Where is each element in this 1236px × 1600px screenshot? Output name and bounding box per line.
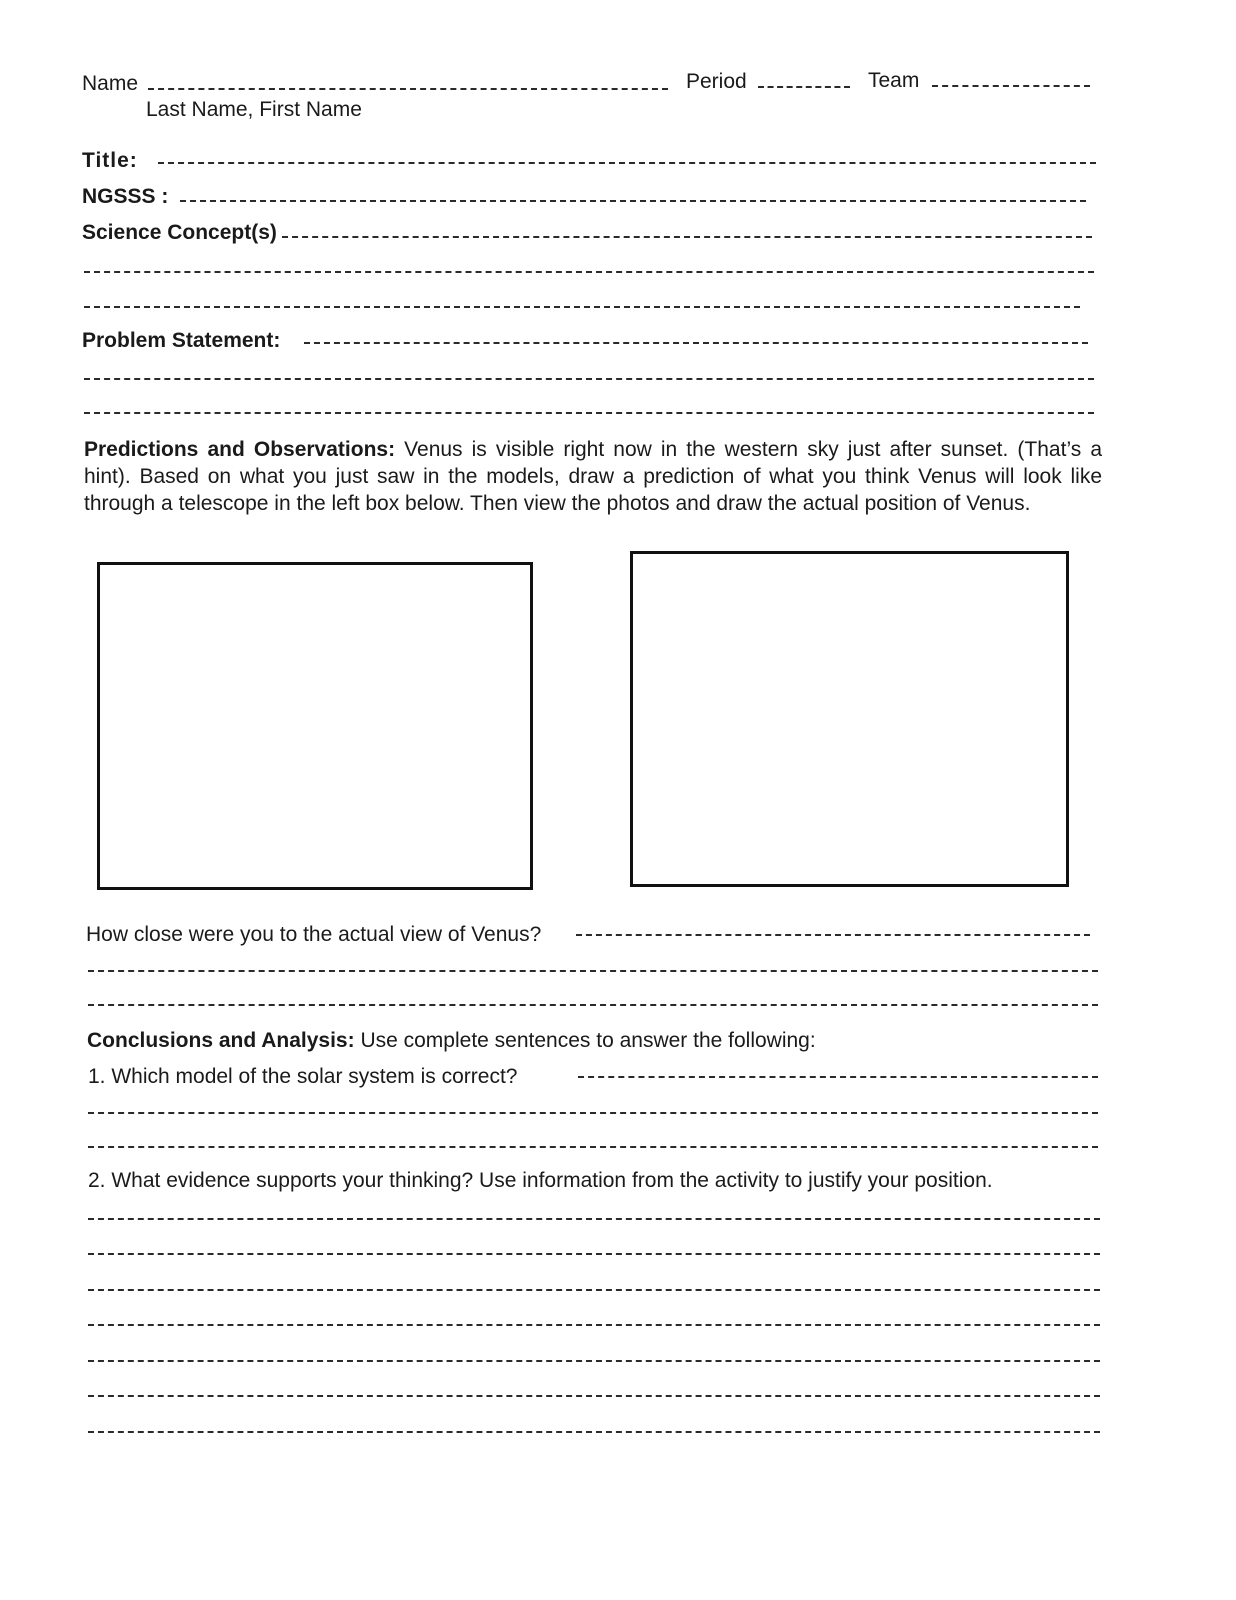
q1-answer-line-2[interactable]	[88, 1112, 1098, 1114]
q2-answer-line-7[interactable]	[88, 1431, 1100, 1433]
concepts-answer-line-3[interactable]	[84, 306, 1080, 308]
q2-answer-line-5[interactable]	[88, 1360, 1100, 1362]
problem-answer-line-2[interactable]	[84, 378, 1094, 380]
q2-answer-line-3[interactable]	[88, 1289, 1100, 1291]
name-answer-line[interactable]	[148, 88, 668, 90]
q2-answer-line-2[interactable]	[88, 1253, 1100, 1255]
title-label: Title:	[82, 149, 138, 172]
comparison-question: How close were you to the actual view of Venus?	[86, 923, 542, 946]
concepts-answer-line-2[interactable]	[84, 271, 1094, 273]
observation-drawing-box[interactable]	[630, 551, 1069, 887]
q2-answer-line-4[interactable]	[88, 1324, 1100, 1326]
predictions-heading: Predictions and Observations:	[84, 438, 396, 461]
period-answer-line[interactable]	[758, 86, 850, 88]
conclusions-intro: Use complete sentences to answer the following:	[360, 1029, 816, 1052]
name-sub-label: Last Name, First Name	[146, 98, 362, 121]
prediction-drawing-box[interactable]	[97, 562, 533, 890]
problem-answer-line-1[interactable]	[304, 342, 1088, 344]
name-label: Name	[82, 72, 139, 95]
team-answer-line[interactable]	[932, 85, 1090, 87]
question-1: 1. Which model of the solar system is correct?	[88, 1065, 518, 1088]
concepts-label: Science Concept(s)	[82, 221, 277, 244]
title-answer-line[interactable]	[158, 162, 1096, 164]
ngsss-label: NGSSS :	[82, 185, 169, 208]
predictions-paragraph	[84, 436, 1102, 517]
comparison-answer-line-2[interactable]	[88, 970, 1098, 972]
conclusions-heading: Conclusions and Analysis:	[87, 1029, 355, 1052]
team-label: Team	[868, 69, 920, 92]
predictions-text: Venus is visible right now in the western sky just after sunset. (That’s a hint). Based on what you just saw in the models, draw a prediction of what you think Venus will look like through a telescope in the left box below. Then view the photos and draw the actual position of Venus.	[84, 438, 1102, 515]
q2-answer-line-1[interactable]	[88, 1218, 1100, 1220]
conclusions-line	[87, 1030, 816, 1051]
concepts-answer-line-1[interactable]	[282, 236, 1092, 238]
question-2: 2. What evidence supports your thinking? Use information from the activity to justify your position.	[88, 1169, 993, 1192]
q1-answer-line-3[interactable]	[88, 1146, 1098, 1148]
q1-answer-line-1[interactable]	[578, 1076, 1098, 1078]
ngsss-answer-line[interactable]	[180, 200, 1086, 202]
period-label: Period	[686, 70, 747, 93]
q2-answer-line-6[interactable]	[88, 1395, 1100, 1397]
comparison-answer-line-1[interactable]	[576, 934, 1090, 936]
problem-answer-line-3[interactable]	[84, 412, 1094, 414]
comparison-answer-line-3[interactable]	[88, 1004, 1098, 1006]
problem-label: Problem Statement:	[82, 329, 281, 352]
